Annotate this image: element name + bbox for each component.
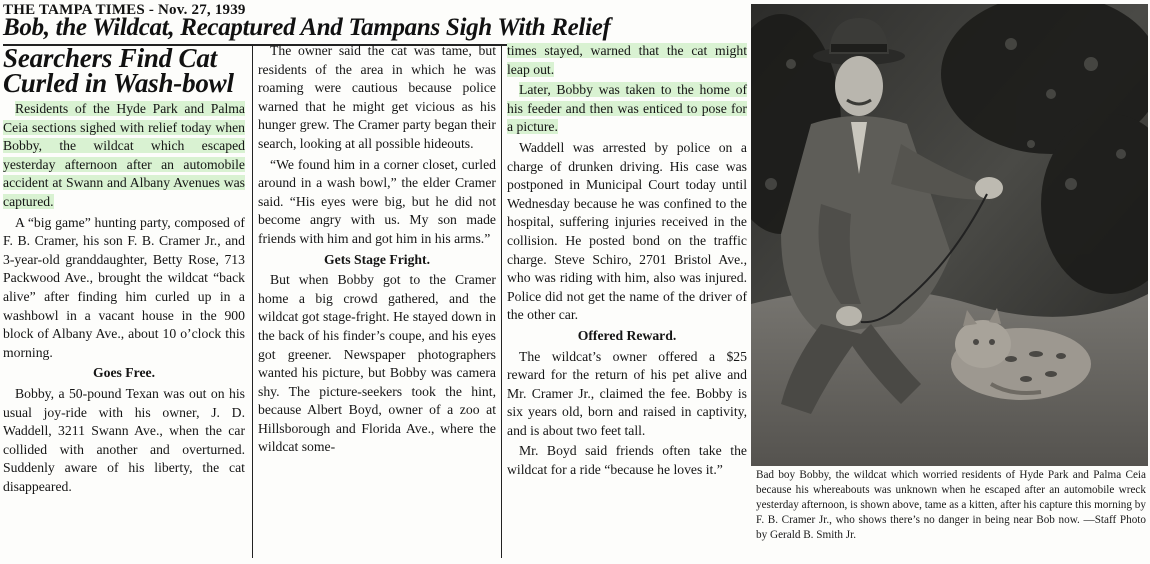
subhead: Gets Stage Fright. <box>323 251 431 267</box>
subhead: Offered Reward. <box>577 327 677 343</box>
highlighted-text: Later, Bobby was taken to the home of his feeder and then was enticed to pose for a picture. <box>507 82 747 135</box>
photo-caption: Bad boy Bobby, the wildcat which worried residents of Hyde Park and Palma Ceia because his whereabouts was unknown when he escaped after an automobile wreck yesterday afternoon, is shown above, tame as a kitten, after his capture this morning by F. B. Cramer Jr., who shows there’s no danger in being near Bob now. —Staff Photo by Gerald B. Smith Jr. <box>756 469 1146 541</box>
highlighted-text: Residents of the Hyde Park and Palma Ceia sections sighed with relief today when Bobby, the wildcat which escaped yesterday afternoon after an automobile accident at Swann and Albany Avenues was captured. <box>3 101 245 209</box>
paragraph: Mr. Boyd said friends often take the wildcat for a ride “because he loves it.” <box>507 443 747 478</box>
page-title: Bob, the Wildcat, Recaptured And Tampans Sigh With Relief <box>3 14 611 41</box>
masthead: THE TAMPA TIMES - Nov. 27, 1939 <box>3 2 246 18</box>
article-column-2 <box>258 42 496 459</box>
paragraph: “We found him in a corner closet, curled around in a wash bowl,” the elder Cramer said. “His eyes were big, but he did not become angry with us. My son made friends with him and got him in his arms.” <box>258 156 496 246</box>
paragraph <box>3 100 245 212</box>
paragraph: But when Bobby got to the Cramer home a big crowd gathered, and the wildcat got stage-fright. He stayed down in the back of his finder’s coupe, and his eyes got greener. Newspaper photographers wanted his picture, but Bobby was camera shy. The picture-seekers took the hint, because Albert Boyd, owner of a zoo at Hillsborough and Florida Ave., where the wildcat some- <box>258 272 496 455</box>
paragraph: The owner said the cat was tame, but residents of the area in which he was roaming were cautious because police warned that he might get vicious as his hunger grew. The Cramer party began their search, looking at all possible hideouts. <box>258 43 496 151</box>
subhead: Goes Free. <box>92 365 156 381</box>
paragraph: The wildcat’s owner offered a $25 reward for the return of his pet alive and Mr. Cramer Jr., claimed the fee. Bobby is six years old, born and raised in captivity, and is about two feet tall. <box>507 348 747 438</box>
article-column-1 <box>3 43 245 498</box>
paragraph: A “big game” hunting party, composed of F. B. Cramer, his son F. B. Cramer Jr., and 3-year-old granddaughter, Betty Rose, 713 Packwood Ave., brought the wildcat “back alive” after finding him curled up in a washbowl in a vacant house in the 900 block of Albany Ave., about 10 o’clock this morning. <box>3 214 245 360</box>
news-photo <box>751 4 1148 466</box>
paragraph <box>507 42 747 79</box>
column-divider-2 <box>501 46 502 558</box>
column-headline <box>3 43 245 98</box>
paragraph: Bobby, a 50-pound Texan was out on his usual joy-ride with his owner, J. D. Waddell, 3211 Swann Ave., when the car collided with another and overturned. Suddenly aware of his liberty, the cat disappeared. <box>3 385 245 494</box>
column-divider-1 <box>252 46 253 558</box>
column-headline-line-2: Curled in Wash-bowl <box>3 68 234 98</box>
column-headline-line-1: Searchers Find Cat <box>3 43 217 73</box>
paragraph <box>507 81 747 137</box>
paragraph: Waddell was arrested by police on a charge of drunken driving. His case was postponed in Municipal Court today until Wednesday because he was confined to the hospital, suffering injuries received in the collision. He posted bond on the traffic charge. Steve Schiro, 2701 Bristol Ave., who was riding with him, also was injured. Police did not get the name of the driver of the other car. <box>507 139 747 323</box>
article-column-3 <box>507 42 747 482</box>
photo-man-with-wildcat <box>751 4 1148 466</box>
highlighted-text: times stayed, warned that the cat might leap out. <box>507 43 747 77</box>
